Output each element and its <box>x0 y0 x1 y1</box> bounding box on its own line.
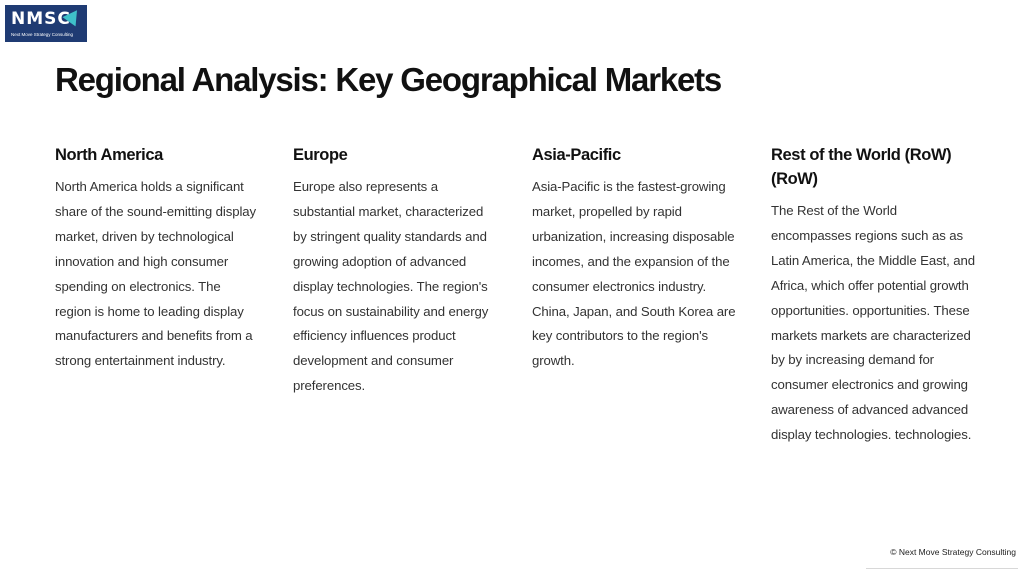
region-description: North America holds a significant share of the sound-emitting display market, driven by technological innovation and high consumer spending on electronics. The region is home to leading display manufacturers and benefits from a strong entertainment industry. <box>55 179 257 369</box>
copyright-footer: © Next Move Strategy Consulting <box>890 547 1016 557</box>
logo-tagline: Next Move Strategy Consulting <box>11 32 74 37</box>
region-heading: Europe <box>293 146 348 164</box>
region-column-north-america <box>55 143 260 374</box>
region-heading: North America <box>55 146 163 164</box>
region-description: The Rest of the World encompasses regions such as as Latin America, the Middle East, and Africa, which offer potential growth opportunities. opportunities. These markets markets are characterized by by increasing demand for consumer electronics and growing awareness of advanced advanced display technologies. technologies. <box>771 203 975 443</box>
logo-text: NMSC <box>11 9 71 29</box>
region-column-asia-pacific <box>532 143 737 374</box>
region-description: Europe also represents a substantial market, characterized by stringent quality standards and growing adoption of advanced display technologies. The region's focus on sustainability and energy efficiency influences product development and consumer preferences. <box>293 179 489 394</box>
region-heading: Rest of the World (RoW) (RoW) <box>771 146 952 188</box>
region-column-rest-of-world <box>771 143 976 448</box>
region-description: Asia-Pacific is the fastest-growing market, propelled by rapid urbanization, increasing disposable incomes, and the expansion of the consumer electronics industry. China, Japan, and South Korea are key contributors to the region's growth. <box>532 179 736 369</box>
company-logo <box>5 5 87 42</box>
page-title: Regional Analysis: Key Geographical Markets <box>55 61 722 98</box>
region-column-europe <box>293 143 498 399</box>
region-heading: Asia-Pacific <box>532 146 621 164</box>
